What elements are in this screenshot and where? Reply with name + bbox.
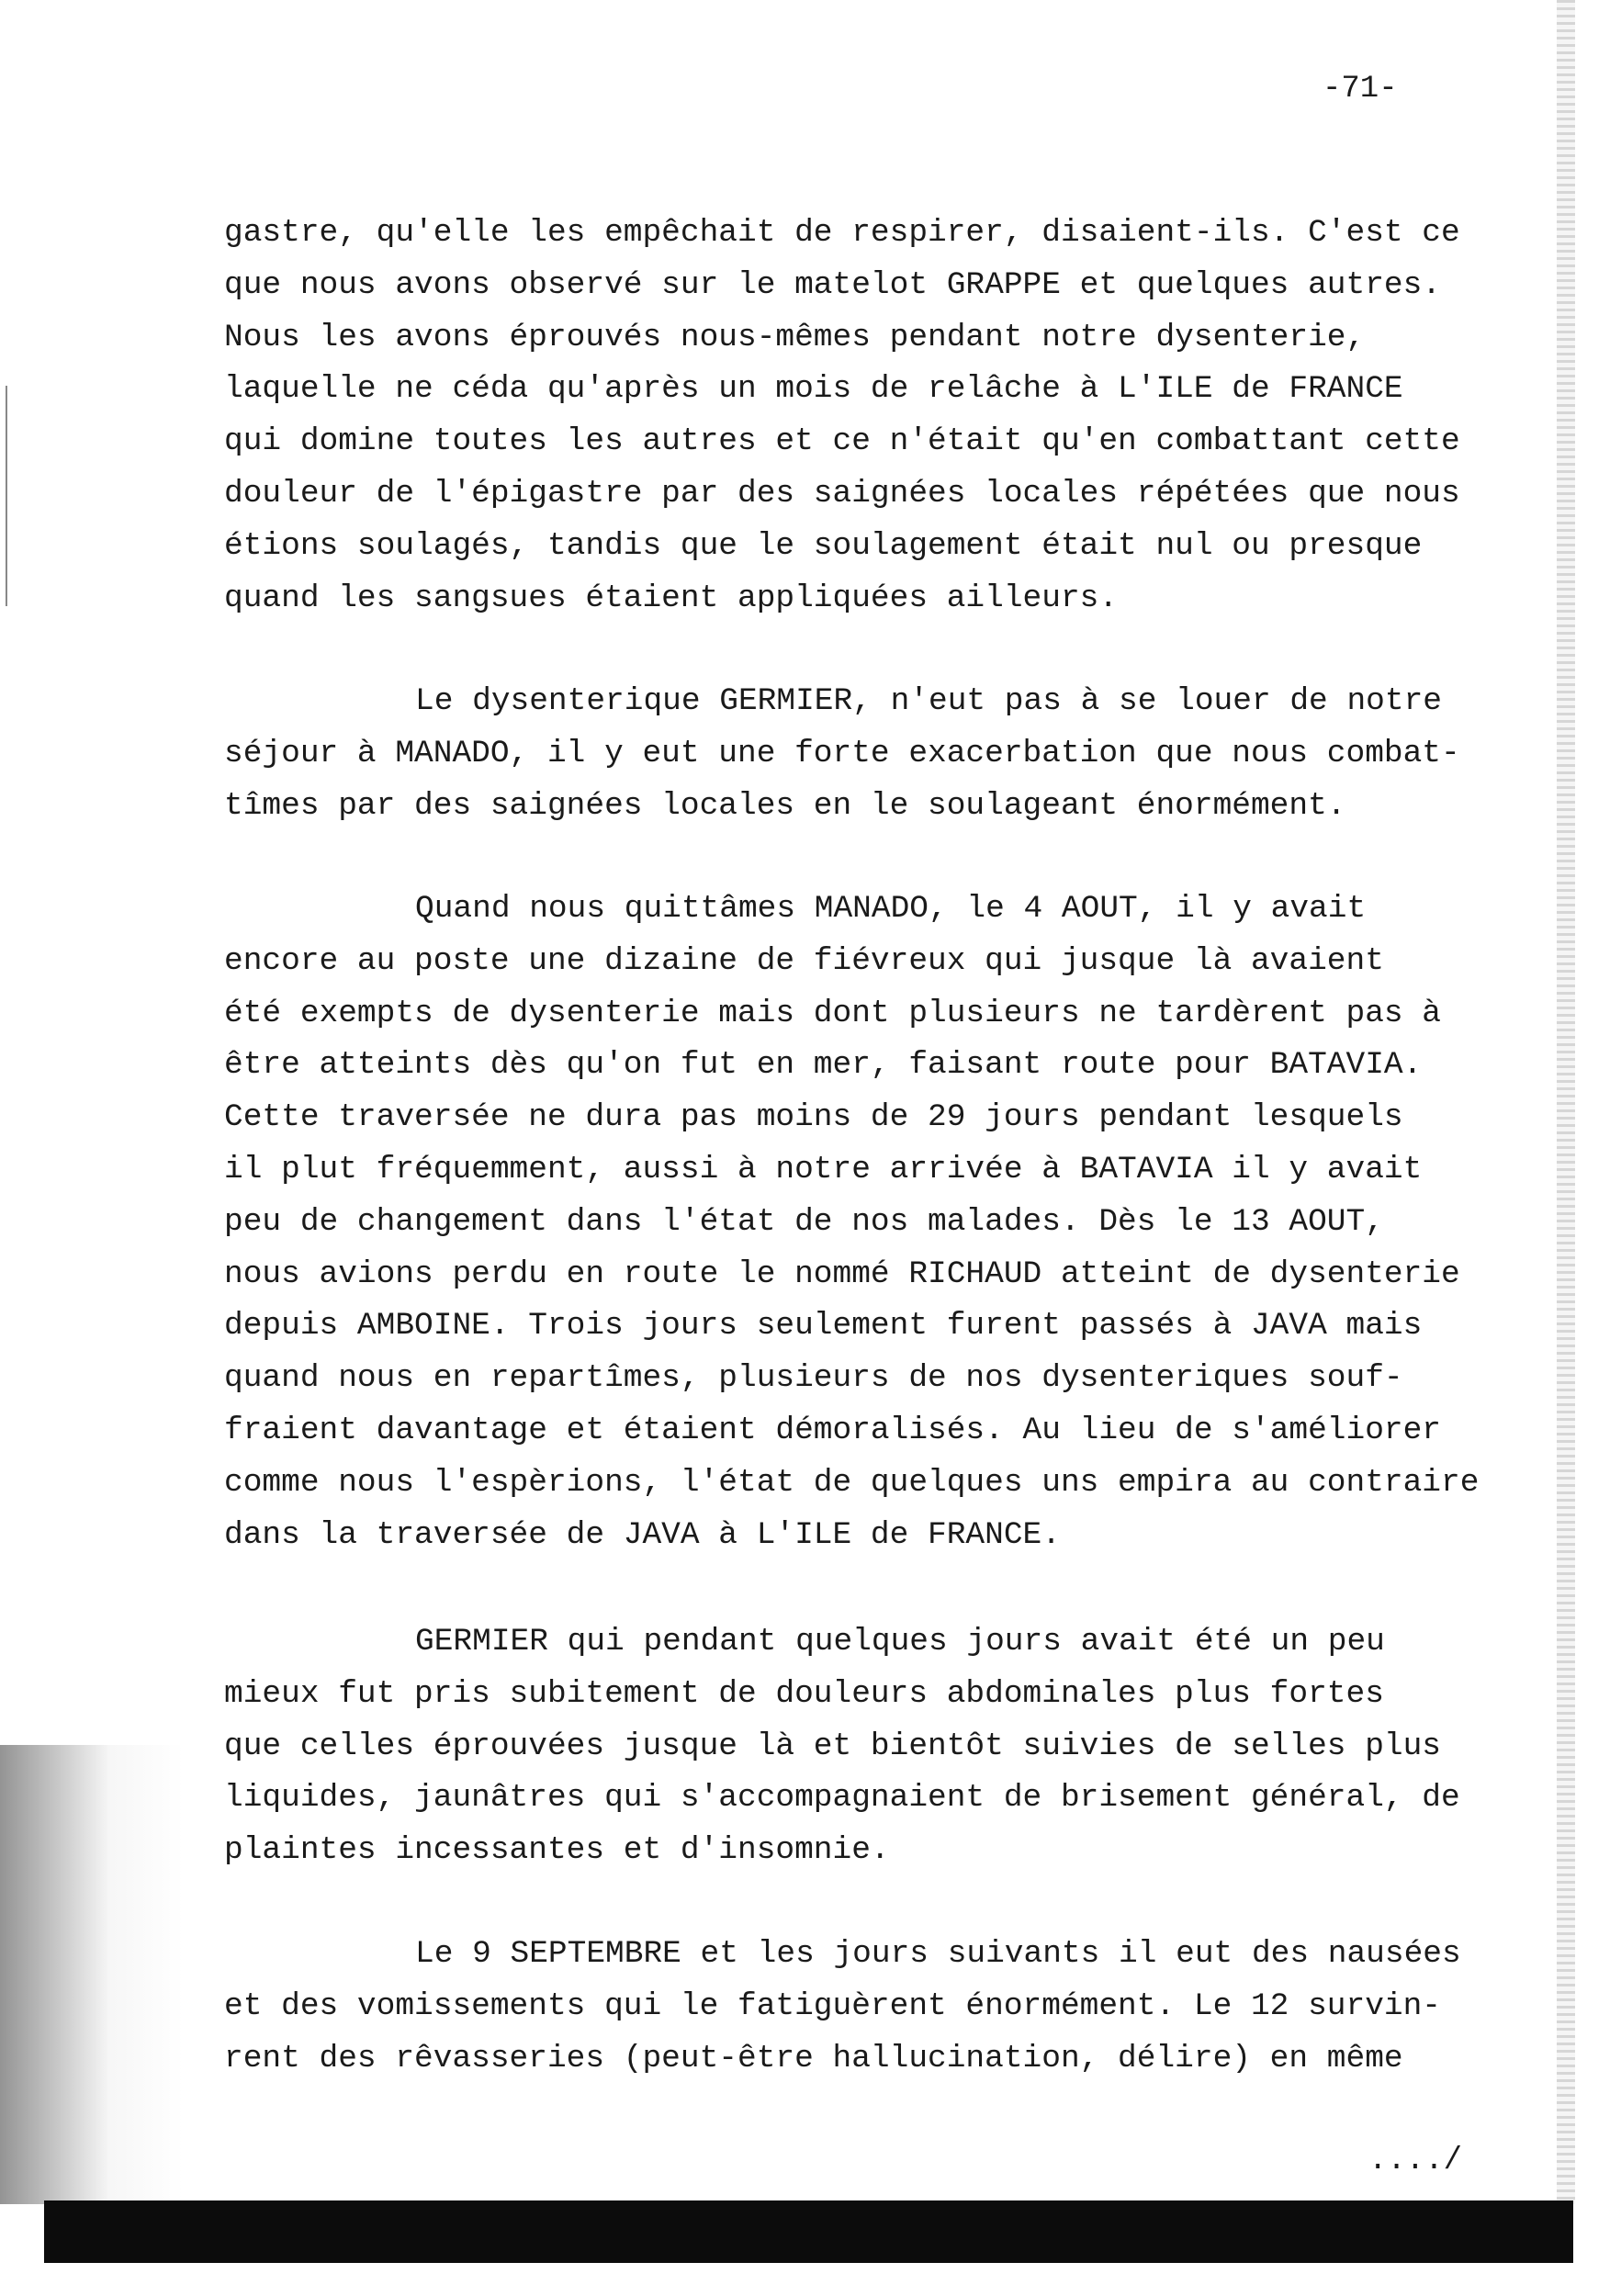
scan-margin-mark <box>6 386 7 606</box>
text-line: Le dysenterique GERMIER, n'eut pas à se louer de notre <box>415 683 1442 719</box>
text-line: Le 9 SEPTEMBRE et les jours suivants il eut des nausées <box>415 1936 1461 1972</box>
text-line: que nous avons observé sur le matelot GRAPPE et quelques autres. <box>224 266 1442 303</box>
scan-bottom-border <box>44 2200 1573 2263</box>
text-line: nous avions perdu en route le nommé RICHAUD atteint de dysenterie <box>224 1255 1460 1292</box>
text-line: que celles éprouvées jusque là et bientôt suivies de selles plus <box>224 1728 1442 1764</box>
text-line: et des vomissements qui le fatiguèrent énormément. Le 12 survin- <box>224 1987 1442 2024</box>
text-line: laquelle ne céda qu'après un mois de relâche à L'ILE de FRANCE <box>224 371 1403 408</box>
text-line: il plut fréquemment, aussi à notre arrivée à BATAVIA il y avait <box>224 1151 1423 1187</box>
text-line: douleur de l'épigastre par des saignées locales répétées que nous <box>224 475 1460 512</box>
text-line: encore au poste une dizaine de fiévreux qui jusque là avaient <box>224 942 1384 979</box>
text-line: être atteints dès qu'on fut en mer, faisant route pour BATAVIA. <box>224 1047 1423 1084</box>
text-line: rent des rêvasseries (peut-être hallucination, délire) en même <box>224 2040 1403 2077</box>
text-line: fraient davantage et étaient démoralisés. Au lieu de s'améliorer <box>224 1412 1442 1448</box>
text-line: peu de changement dans l'état de nos malades. Dès le 13 AOUT, <box>224 1203 1384 1240</box>
text-line: tîmes par des saignées locales en le soulageant énormément. <box>224 787 1346 824</box>
text-line: étions soulagés, tandis que le soulagement était nul ou presque <box>224 527 1423 564</box>
text-line: comme nous l'espèrions, l'état de quelques uns empira au contraire <box>224 1464 1480 1501</box>
text-line: gastre, qu'elle les empêchait de respirer, disaient-ils. C'est ce <box>224 215 1460 251</box>
continuation-mark: ..../ <box>1368 2144 1463 2178</box>
text-line: Cette traversée ne dura pas moins de 29 jours pendant lesquels <box>224 1099 1403 1136</box>
page-number: -71- <box>1323 72 1398 107</box>
text-line: depuis AMBOINE. Trois jours seulement furent passés à JAVA mais <box>224 1308 1423 1345</box>
text-line: GERMIER qui pendant quelques jours avait été un peu <box>415 1624 1385 1660</box>
paragraph <box>224 884 1479 1561</box>
text-line: dans la traversée de JAVA à L'ILE de FRANCE. <box>224 1516 1061 1553</box>
paragraph <box>224 676 1460 832</box>
paragraph <box>224 208 1460 625</box>
text-line: mieux fut pris subitement de douleurs abdominales plus fortes <box>224 1675 1384 1712</box>
text-line: qui domine toutes les autres et ce n'était qu'en combattant cette <box>224 423 1460 460</box>
paragraph <box>224 1616 1460 1877</box>
text-line: Quand nous quittâmes MANADO, le 4 AOUT, il y avait <box>415 891 1367 927</box>
scan-shadow <box>0 1745 184 2204</box>
text-line: quand nous en repartîmes, plusieurs de nos dysenteriques souf- <box>224 1360 1403 1397</box>
text-line: quand les sangsues étaient appliquées ailleurs. <box>224 580 1119 616</box>
text-line: séjour à MANADO, il y eut une forte exacerbation que nous combat- <box>224 735 1460 771</box>
scan-right-edge <box>1557 0 1575 2204</box>
text-line: été exempts de dysenterie mais dont plusieurs ne tardèrent pas à <box>224 995 1442 1031</box>
paragraph <box>224 1929 1461 2085</box>
text-line: Nous les avons éprouvés nous-mêmes pendant notre dysenterie, <box>224 319 1366 355</box>
text-line: liquides, jaunâtres qui s'accompagnaient de brisement général, de <box>224 1780 1460 1817</box>
text-line: plaintes incessantes et d'insomnie. <box>224 1832 890 1869</box>
